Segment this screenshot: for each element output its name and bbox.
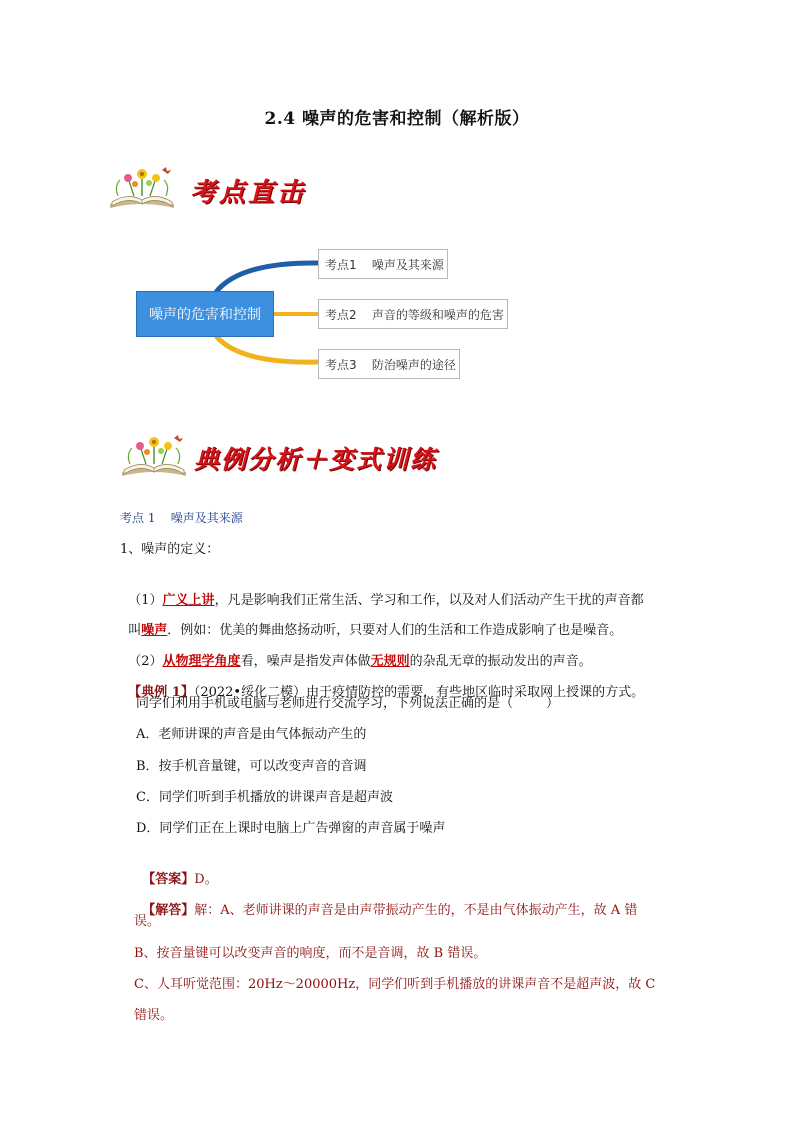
- mindmap-node-2: 考点2 声音的等级和噪声的危害: [318, 299, 508, 329]
- p2-mid: 看，噪声是指发声体做: [240, 654, 371, 669]
- book-flower-icon: [116, 434, 192, 478]
- answer-label: 【答案】: [142, 872, 195, 887]
- section-heading: 考点 1 噪声及其来源: [120, 511, 243, 525]
- definition-heading: 1、噪声的定义：: [120, 542, 220, 557]
- analysis-line-4: 错误。: [134, 1008, 174, 1023]
- option-d: D．同学们正在上课时电脑上广告弹窗的声音属于噪声: [136, 821, 446, 836]
- banner-kaodian: 考点直击: [190, 178, 307, 208]
- option-c: C．同学们听到手机播放的讲课声音是超声波: [136, 790, 393, 805]
- p2-highlight: 从物理学角度: [162, 654, 241, 669]
- example-label: 【典例 1】: [128, 685, 194, 700]
- option-b: B．按手机音量键，可以改变声音的音调: [136, 759, 367, 774]
- answer-text: D。: [194, 872, 218, 887]
- p2-text: 的杂乱无章的振动发出的声音。: [409, 654, 592, 669]
- p1b-prefix: 叫: [128, 623, 142, 638]
- mindmap-node-1: 考点1 噪声及其来源: [318, 249, 448, 279]
- p1-text: ，凡是影响我们正常生活、学习和工作，以及对人们活动产生干扰的声音都: [214, 593, 644, 608]
- mindmap-node-3: 考点3 防治噪声的途径: [318, 349, 460, 379]
- p1-prefix: （1）: [128, 593, 163, 608]
- option-a: A．老师讲课的声音是由气体振动产生的: [136, 727, 367, 742]
- example-1-cont: 同学们利用手机或电脑与老师进行交流学习，下列说法正确的是（ ）: [136, 696, 560, 711]
- analysis-text: 解：A、老师讲课的声音是由声带振动产生的，不是由气体振动产生，故 A 错: [194, 903, 638, 918]
- page-title: 2.4 噪声的危害和控制（解析版）: [264, 109, 530, 129]
- mindmap-root: 噪声的危害和控制: [137, 292, 273, 336]
- analysis-line-1: 误。: [134, 914, 161, 929]
- analysis-label: 【解答】: [142, 903, 195, 918]
- p2-prefix: （2）: [128, 654, 163, 669]
- p1b-highlight: 噪声: [141, 623, 168, 638]
- analysis-line-2: B、按音量键可以改变声音的响度，而不是音调，故 B 错误。: [134, 946, 487, 961]
- analysis-line-3: C、人耳听觉范围：20Hz～20000Hz，同学们听到手机播放的讲课声音不是超声波，故 C: [134, 977, 656, 992]
- p2-highlight2: 无规则: [370, 654, 410, 669]
- example-text: （2022•绥化二模）由于疫情防控的需要，有些地区临时采取网上授课的方式。: [193, 685, 645, 700]
- p1b-text: ．例如：优美的舞曲悠扬动听，只要对人们的生活和工作造成影响了也是噪音。: [167, 623, 623, 638]
- branch-line-3: [216, 336, 318, 362]
- branch-line-1: [216, 263, 318, 292]
- banner-dianli: 典例分析＋变式训练: [194, 445, 438, 474]
- p1-highlight: 广义上讲: [162, 593, 215, 608]
